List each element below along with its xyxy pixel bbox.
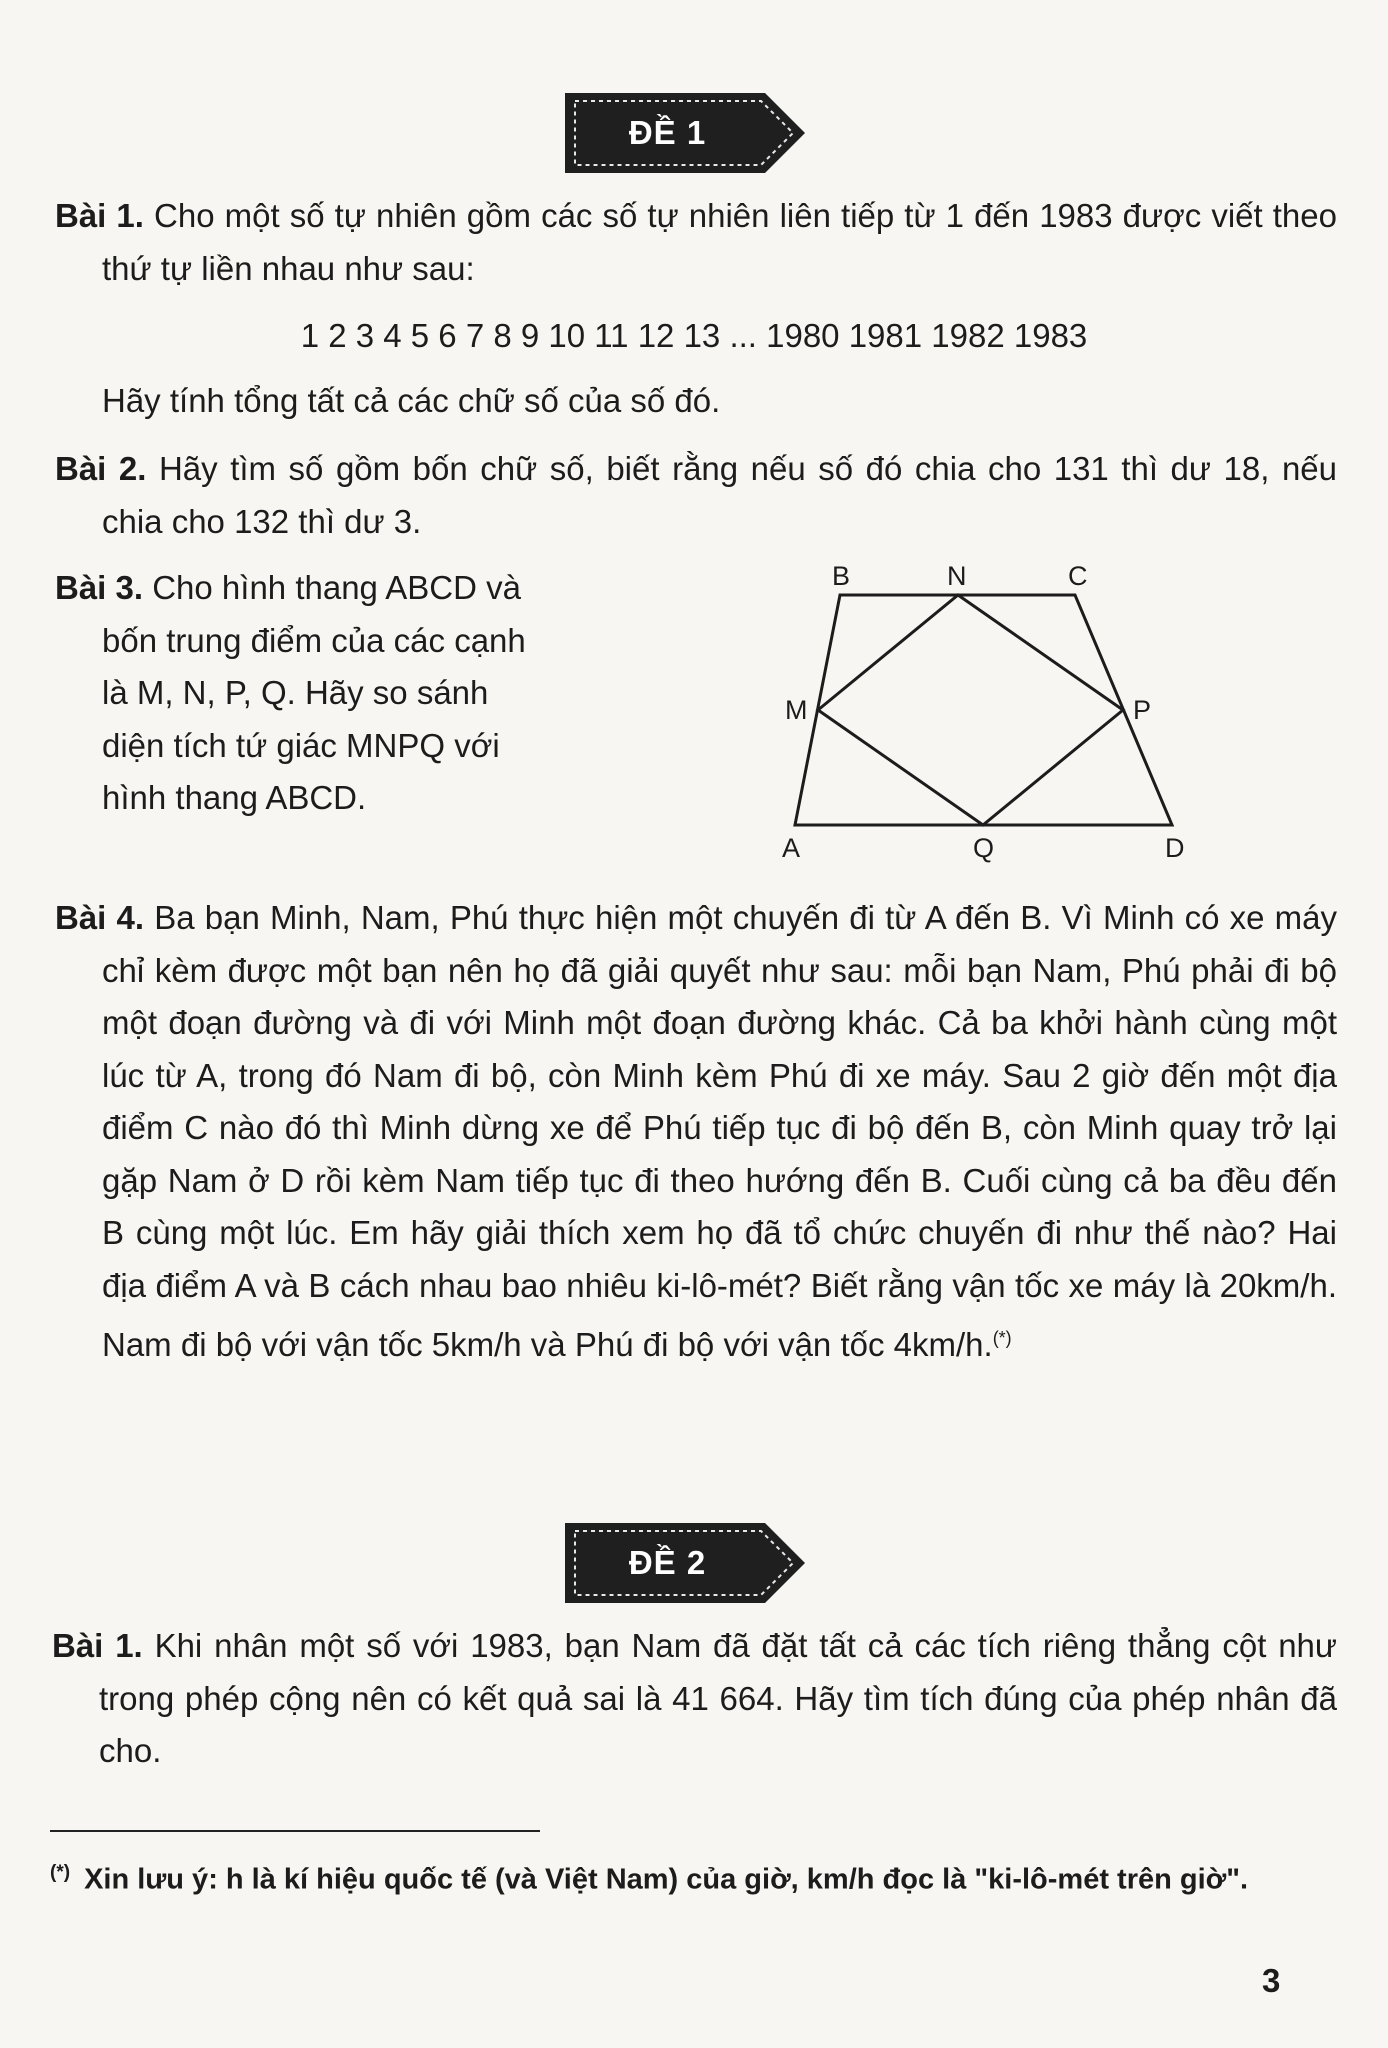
de1-badge xyxy=(565,93,810,173)
de1-bai1-question: Hãy tính tổng tất cả các chữ số của số đó. xyxy=(102,382,721,419)
label-point-m: M xyxy=(785,695,808,725)
de1-bai3-line4: diện tích tứ giác MNPQ với xyxy=(102,726,500,764)
de1-bai3 xyxy=(55,562,635,825)
de1-bai3-line2: bốn trung điểm của các cạnh xyxy=(102,621,526,659)
de2-badge xyxy=(565,1523,810,1603)
trapezoid-figure xyxy=(770,555,1210,875)
de1-bai3-line1: Cho hình thang ABCD và xyxy=(152,569,521,606)
label-point-c: C xyxy=(1068,561,1088,591)
de1-bai2-text: Hãy tìm số gồm bốn chữ số, biết rằng nếu số đó chia cho 131 thì dư 18, nếu chia cho 132 thì dư 3. xyxy=(102,450,1338,540)
label-point-d: D xyxy=(1165,833,1185,863)
footnote-text: Xin lưu ý: h là kí hiệu quốc tế (và Việt Nam) của giờ, km/h đọc là "ki-lô-mét trên giờ". xyxy=(84,1863,1249,1896)
label-point-b: B xyxy=(832,561,851,591)
de1-bai3-line3: là M, N, P, Q. Hãy so sánh xyxy=(102,674,489,711)
de1-bai3-label: Bài 3. xyxy=(55,569,144,606)
de1-bai4-label: Bài 4. xyxy=(55,899,145,936)
trapezoid-abcd xyxy=(795,595,1172,825)
de2-bai1-text: Khi nhân một số với 1983, bạn Nam đã đặt tất cả các tích riêng thẳng cột như trong phép cộng nên có kết quả sai là 41 664. Hãy tìm tích đúng của phép nhân đã cho. xyxy=(99,1627,1337,1769)
label-point-q: Q xyxy=(973,833,995,863)
de2-bai1 xyxy=(52,1620,1337,1778)
footnote xyxy=(50,1852,1300,1901)
de1-bai4-note-mark: (*) xyxy=(992,1328,1012,1348)
page-number: 3 xyxy=(1262,1962,1281,1999)
de1-bai4 xyxy=(55,892,1337,1372)
de2-title: ĐỀ 2 xyxy=(628,1544,707,1581)
de1-bai1-text: Cho một số tự nhiên gồm các số tự nhiên liên tiếp từ 1 đến 1983 được viết theo thứ tự liền nhau như sau: xyxy=(102,197,1337,287)
de1-title: ĐỀ 1 xyxy=(628,114,707,151)
de1-bai3-line5: hình thang ABCD. xyxy=(102,779,367,816)
de1-bai4-text: Ba bạn Minh, Nam, Phú thực hiện một chuyến đi từ A đến B. Vì Minh có xe máy chỉ kèm được một bạn nên họ đã giải quyết như sau: mỗi bạn Nam, Phú phải đi bộ một đoạn đường và đi với Minh một đoạn đường khác. Cả ba khởi hành cùng một lúc từ A, trong đó Nam đi bộ, còn Minh kèm Phú đi xe máy. Sau 2 giờ đến một địa điểm C nào đó thì Minh dừng xe để Phú tiếp tục đi bộ đến B, còn Minh quay trở lại gặp Nam ở D rồi kèm Nam tiếp tục đi theo hướng đến B. Cuối cùng cả ba đều đến B cùng một lúc. Em hãy giải thích xem họ đã tổ chức chuyến đi như thế nào? Hai địa điểm A và B cách nhau bao nhiêu ki-lô-mét? Biết rằng vận tốc xe máy là 20km/h. Nam đi bộ với vận tốc 5km/h và Phú đi bộ với vận tốc 4km/h. xyxy=(102,899,1338,1363)
de1-bai2-label: Bài 2. xyxy=(55,450,147,487)
de1-bai1 xyxy=(55,190,1337,295)
footnote-mark: (*) xyxy=(50,1862,71,1883)
de1-bai1-sequence: 1 2 3 4 5 6 7 8 9 10 11 12 13 ... 1980 1981 1982 1983 xyxy=(300,317,1088,354)
de2-bai1-label: Bài 1. xyxy=(52,1627,143,1664)
label-point-n: N xyxy=(947,561,967,591)
de1-bai2 xyxy=(55,443,1337,548)
de1-bai1-label: Bài 1. xyxy=(55,197,144,234)
label-point-p: P xyxy=(1133,695,1152,725)
footnote-divider xyxy=(50,1830,540,1832)
label-point-a: A xyxy=(782,833,801,863)
quadrilateral-mnpq xyxy=(818,595,1123,825)
